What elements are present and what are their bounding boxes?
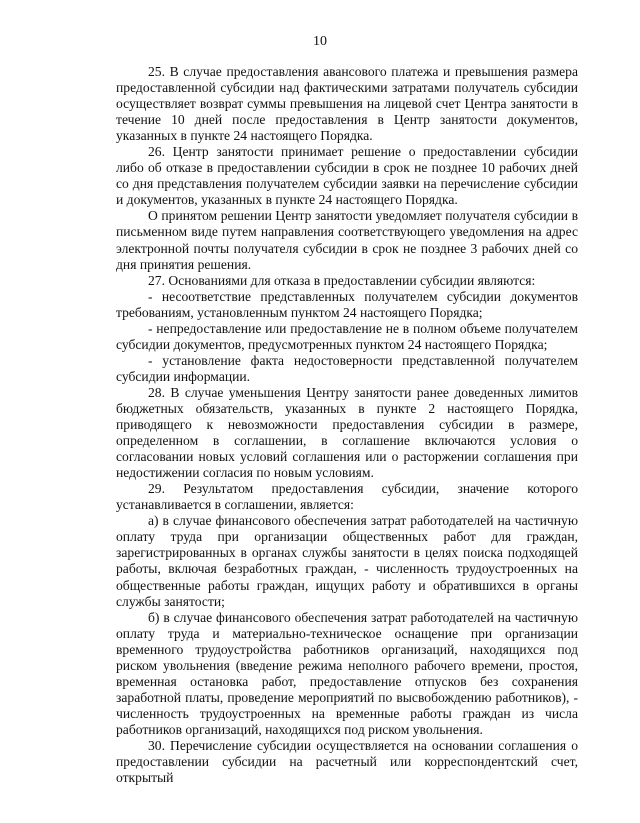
paragraph-27-item-1: - несоответствие представленных получателем субсидии документов требованиям, установленным пунктом 24 настоящего Порядка;: [116, 288, 578, 320]
document-body: [116, 64, 578, 786]
paragraph-25: 25. В случае предоставления авансового платежа и превышения размера предоставленной субсидии над фактическими затратами получатель субсидии осуществляет возврат суммы превышения на лицевой счет Центра занятости в течение 10 дней после предоставления в Центр занятости документов, указанных в пункте 24 настоящего Порядка.: [116, 64, 578, 144]
paragraph-27-item-2: - непредоставление или предоставление не в полном объеме получателем субсидии документов, предусмотренных пунктом 24 настоящего Порядка;: [116, 320, 578, 352]
paragraph-28: 28. В случае уменьшения Центру занятости ранее доведенных лимитов бюджетных обязательств, указанных в пункте 2 настоящего Порядка, приводящего к невозможности предоставления субсидии в размере, определенном в соглашении, в соглашение включаются условия о согласовании новых условий соглашения или о расторжении соглашения при недостижении согласия по новым условиям.: [116, 384, 578, 481]
paragraph-29-item-a: а) в случае финансового обеспечения затрат работодателей на частичную оплату труда при организации общественных работ для граждан, зарегистрированных в органах службы занятости в целях поиска подходящей работы, включая безработных граждан, - численность трудоустроенных на общественные работы граждан, ищущих работу и обратившихся в органы службы занятости;: [116, 513, 578, 609]
paragraph-27-item-3: - установление факта недостоверности представленной получателем субсидии информации.: [116, 352, 578, 384]
paragraph-30: 30. Перечисление субсидии осуществляется на основании соглашения о предоставлении субсидии на расчетный или корреспондентский счет, открытый: [116, 737, 578, 786]
page-number: 10: [313, 34, 327, 49]
paragraph-29-item-b: б) в случае финансового обеспечения затрат работодателей на частичную оплату труда и материально-техническое оснащение при организации временного трудоустройства работников организаций, находящихся под риском увольнения (введение режима неполного рабочего времени, простоя, временная остановка работ, предоставление отпусков без сохранения заработной платы, проведение мероприятий по высвобождению работников), - численность трудоустроенных на временные работы граждан из числа работников организаций, находящихся под риском увольнения.: [116, 609, 578, 737]
paragraph-29: 29. Результатом предоставления субсидии, значение которого устанавливается в соглашении, является:: [116, 481, 578, 513]
paragraph-27: 27. Основаниями для отказа в предоставлении субсидии являются:: [148, 272, 536, 288]
paragraph-26: 26. Центр занятости принимает решение о предоставлении субсидии либо об отказе в предоставлении субсидии в срок не позднее 10 рабочих дней со дня представления получателем субсидии заявки на перечисление субсидии и документов, указанных в пункте 24 настоящего Порядка.: [116, 144, 578, 208]
paragraph-26-notice: О принятом решении Центр занятости уведомляет получателя субсидии в письменном виде путем направления соответствующего уведомления на адрес электронной почты получателя субсидии в срок не позднее 3 рабочих дней со дня принятия решения.: [116, 208, 578, 272]
